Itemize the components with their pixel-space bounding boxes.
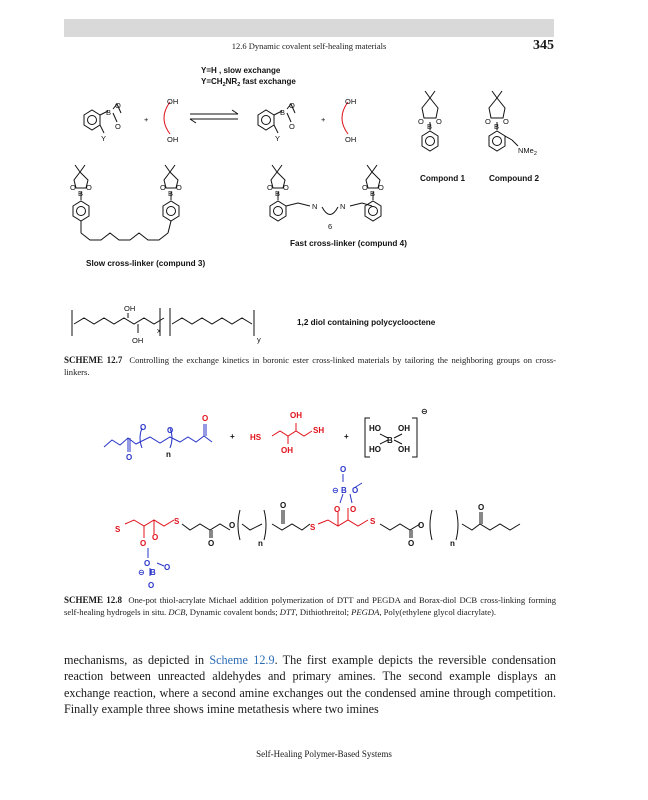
abbr-pegda: PEGDA bbox=[351, 607, 380, 617]
caption-text: Controlling the exchange kinetics in boronic ester cross-linked materials by tailoring the neighboring groups on cross-linkers. bbox=[64, 355, 557, 377]
svg-text:O: O bbox=[485, 117, 491, 126]
svg-text:O: O bbox=[334, 505, 341, 514]
svg-text:O: O bbox=[208, 539, 215, 548]
svg-text:n: n bbox=[258, 539, 263, 548]
svg-text:OH: OH bbox=[167, 97, 179, 106]
svg-text:+: + bbox=[344, 432, 349, 441]
svg-text:OH: OH bbox=[167, 135, 179, 144]
svg-text:SH: SH bbox=[313, 426, 325, 435]
svg-text:O: O bbox=[340, 465, 347, 474]
svg-text:+: + bbox=[144, 115, 149, 124]
caption-text: One-pot thiol-acrylate Michael addition polymerization of DTT and PEGDA and Borax-diol DCB cross-linking forming self-healing hydrogels in situ. bbox=[64, 595, 557, 617]
svg-text:O: O bbox=[229, 521, 236, 530]
svg-text:O: O bbox=[408, 539, 415, 548]
svg-text:O: O bbox=[418, 521, 425, 530]
svg-text:x: x bbox=[157, 326, 161, 335]
svg-text:⊖: ⊖ bbox=[138, 568, 145, 577]
caption-scheme-12-8: SCHEME 12.8 One-pot thiol-acrylate Michael addition polymerization of DTT and PEGDA and Borax-diol DCB cross-linking forming self-healing hydrogels in situ. DCB, Dynamic covalent bonds; DTT, Dithiothreitol; PEGDA, Poly(ethylene glycol diacrylate). bbox=[64, 595, 557, 617]
svg-text:⊖: ⊖ bbox=[332, 486, 339, 495]
svg-text:Y: Y bbox=[275, 134, 281, 143]
svg-text:B: B bbox=[78, 189, 84, 198]
svg-text:O: O bbox=[164, 563, 171, 572]
svg-text:O: O bbox=[289, 122, 295, 131]
svg-text:O: O bbox=[478, 503, 485, 512]
nme2-label: NMe$_2$ bbox=[518, 146, 537, 157]
svg-text:O: O bbox=[126, 453, 133, 462]
svg-text:HS: HS bbox=[250, 433, 262, 442]
svg-text:OH: OH bbox=[398, 445, 410, 454]
svg-text:B: B bbox=[106, 108, 112, 117]
svg-text:B: B bbox=[427, 122, 433, 131]
abbr-dcb: DCB bbox=[168, 607, 186, 617]
svg-text:O: O bbox=[176, 183, 182, 192]
svg-text:B: B bbox=[168, 189, 174, 198]
svg-text:OH: OH bbox=[345, 97, 357, 106]
svg-text:O: O bbox=[115, 122, 121, 131]
svg-text:O: O bbox=[378, 183, 384, 192]
svg-text:OH: OH bbox=[124, 304, 136, 313]
svg-text:O: O bbox=[352, 486, 359, 495]
svg-text:O: O bbox=[362, 183, 368, 192]
caption-label: SCHEME 12.7 bbox=[64, 355, 123, 365]
svg-text:O: O bbox=[140, 423, 147, 432]
svg-text:O: O bbox=[140, 539, 147, 548]
polycyclooctene-label: 1,2 diol containing polycyclooctene bbox=[297, 318, 436, 327]
benzene-ring bbox=[84, 110, 100, 130]
svg-text:O: O bbox=[267, 183, 273, 192]
svg-text:HO: HO bbox=[369, 445, 381, 454]
condition-slow: Y=H , slow exchange bbox=[201, 66, 281, 75]
svg-text:y: y bbox=[257, 335, 261, 344]
svg-text:S: S bbox=[310, 523, 316, 532]
scheme-12-9-link[interactable]: Scheme 12.9 bbox=[209, 653, 275, 667]
svg-text:O: O bbox=[202, 414, 209, 423]
svg-text:S: S bbox=[174, 517, 180, 526]
svg-text:O: O bbox=[503, 117, 509, 126]
caption-label: SCHEME 12.8 bbox=[64, 595, 123, 605]
svg-text:+: + bbox=[321, 115, 326, 124]
svg-text:N: N bbox=[340, 202, 346, 211]
svg-text:Y: Y bbox=[101, 134, 107, 143]
svg-text:S: S bbox=[370, 517, 376, 526]
svg-text:B: B bbox=[275, 189, 281, 198]
svg-text:O: O bbox=[160, 183, 166, 192]
svg-text:O: O bbox=[167, 426, 174, 435]
svg-text:OH: OH bbox=[345, 135, 357, 144]
svg-text:O: O bbox=[86, 183, 92, 192]
compound-1-label: Compond 1 bbox=[420, 174, 466, 183]
body-paragraph: mechanisms, as depicted in Scheme 12.9. The first example depicts the reversible condensation reaction between unreacted aldehydes and primary amines. The second example displays an exchange reaction, where a second amine exchanges out the condensed amine through competition. Finally example three shows imine metathesis where two imines bbox=[64, 653, 557, 716]
page-number: 345 bbox=[533, 38, 554, 53]
svg-text:⊖: ⊖ bbox=[421, 407, 428, 416]
svg-text:OH: OH bbox=[132, 336, 144, 345]
svg-text:O: O bbox=[350, 505, 357, 514]
svg-text:HO: HO bbox=[369, 424, 381, 433]
footer-book-title: Self-Healing Polymer-Based Systems bbox=[256, 749, 392, 759]
svg-text:OH: OH bbox=[398, 424, 410, 433]
compound-2-label: Compound 2 bbox=[489, 174, 540, 183]
svg-text:O: O bbox=[418, 117, 424, 126]
svg-text:O: O bbox=[289, 101, 295, 110]
svg-text:+: + bbox=[230, 432, 235, 441]
abbr-dtt: DTT bbox=[279, 607, 296, 617]
condition-fast: $Y=CH_2NR_2$ fast exchange bbox=[201, 77, 296, 88]
svg-text:O: O bbox=[283, 183, 289, 192]
svg-text:OH: OH bbox=[290, 411, 302, 420]
svg-text:6: 6 bbox=[328, 222, 333, 231]
svg-text:B: B bbox=[370, 189, 376, 198]
svg-text:O: O bbox=[436, 117, 442, 126]
svg-text:N: N bbox=[312, 202, 318, 211]
svg-text:B: B bbox=[150, 568, 156, 577]
svg-text:B: B bbox=[494, 122, 500, 131]
svg-text:O: O bbox=[148, 581, 155, 590]
svg-text:O: O bbox=[144, 559, 151, 568]
svg-text:OH: OH bbox=[281, 446, 293, 455]
running-title: 12.6 Dynamic covalent self-healing materials bbox=[231, 41, 387, 51]
svg-text:B: B bbox=[280, 108, 286, 117]
scheme-12-7-figure bbox=[0, 0, 648, 360]
svg-text:O: O bbox=[152, 533, 159, 542]
svg-text:O: O bbox=[280, 501, 287, 510]
scheme-12-8-figure bbox=[0, 390, 648, 600]
svg-text:O: O bbox=[115, 101, 121, 110]
svg-text:n: n bbox=[166, 450, 171, 459]
svg-text:S: S bbox=[115, 525, 121, 534]
svg-text:n: n bbox=[450, 539, 455, 548]
fast-cross-linker-label: Fast cross-linker (compund 4) bbox=[290, 239, 407, 248]
svg-text:B: B bbox=[387, 436, 393, 445]
caption-scheme-12-7 bbox=[64, 354, 556, 378]
svg-text:O: O bbox=[70, 183, 76, 192]
svg-text:B: B bbox=[341, 486, 347, 495]
slow-cross-linker-label: Slow cross-linker (compund 3) bbox=[86, 259, 206, 268]
